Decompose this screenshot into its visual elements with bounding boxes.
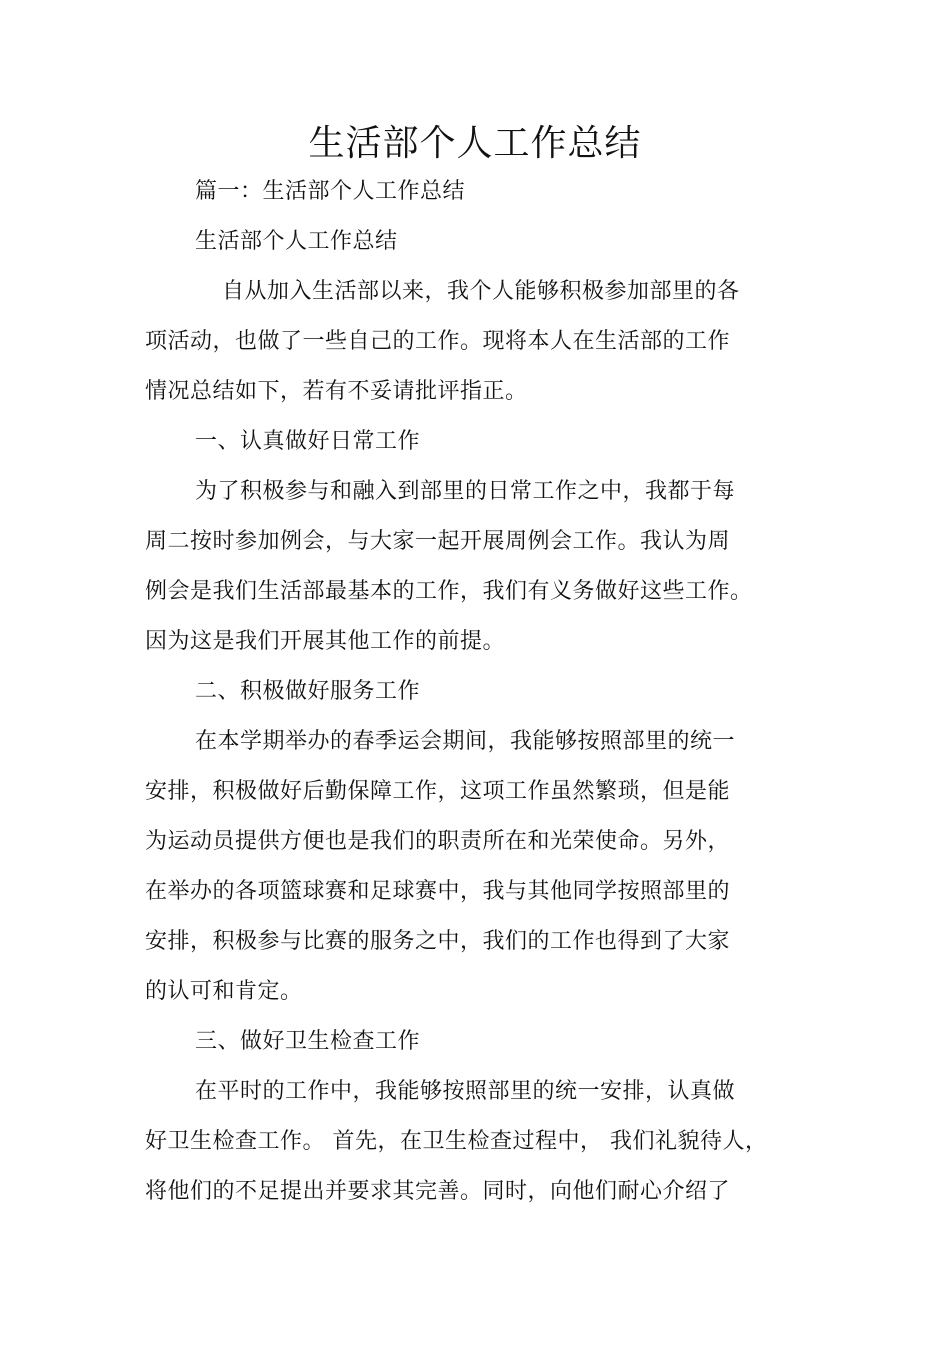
paragraph-line: 例会是我们生活部最基本的工作，我们有义务做好这些工作。	[145, 579, 753, 604]
document-title: 生活部个人工作总结	[308, 123, 642, 164]
section-heading: 三、做好卫生检查工作	[195, 1029, 421, 1054]
paragraph-line: 项活动，也做了一些自己的工作。现将本人在生活部的工作	[145, 329, 731, 354]
paragraph-line: 周二按时参加例会，与大家一起开展周例会工作。我认为周	[145, 529, 731, 554]
paragraph-line: 的认可和肯定。	[145, 979, 303, 1004]
paragraph-line: 将他们的不足提出并要求其完善。同时，向他们耐心介绍了	[145, 1179, 731, 1204]
paragraph-line: 为运动员提供方便也是我们的职责所在和光荣使命。另外，	[145, 829, 731, 854]
paragraph-line: 在举办的各项篮球赛和足球赛中，我与其他同学按照部里的	[145, 879, 731, 904]
paragraph-line: 在平时的工作中，我能够按照部里的统一安排，认真做	[195, 1079, 736, 1104]
paragraph-line: 安排，积极做好后勤保障工作，这项工作虽然繁琐，但是能	[145, 779, 731, 804]
section-heading: 二、积极做好服务工作	[195, 679, 421, 704]
paragraph-line: 安排，积极参与比赛的服务之中，我们的工作也得到了大家	[145, 929, 731, 954]
paragraph-line: 情况总结如下，若有不妥请批评指正。	[145, 379, 528, 404]
paragraph-line: 因为这是我们开展其他工作的前提。	[145, 629, 506, 654]
paragraph-line: 为了积极参与和融入到部里的日常工作之中，我都于每	[195, 479, 736, 504]
paragraph-line: 自从加入生活部以来，我个人能够积极参加部里的各	[222, 279, 740, 304]
subtitle: 生活部个人工作总结	[195, 229, 398, 254]
paragraph-line: 好卫生检查工作。 首先，在卫生检查过程中， 我们礼貌待人，	[145, 1129, 768, 1154]
paragraph-line: 在本学期举办的春季运会期间，我能够按照部里的统一	[195, 729, 736, 754]
chapter-heading: 篇一：生活部个人工作总结	[195, 179, 466, 204]
section-heading: 一、认真做好日常工作	[195, 429, 421, 454]
